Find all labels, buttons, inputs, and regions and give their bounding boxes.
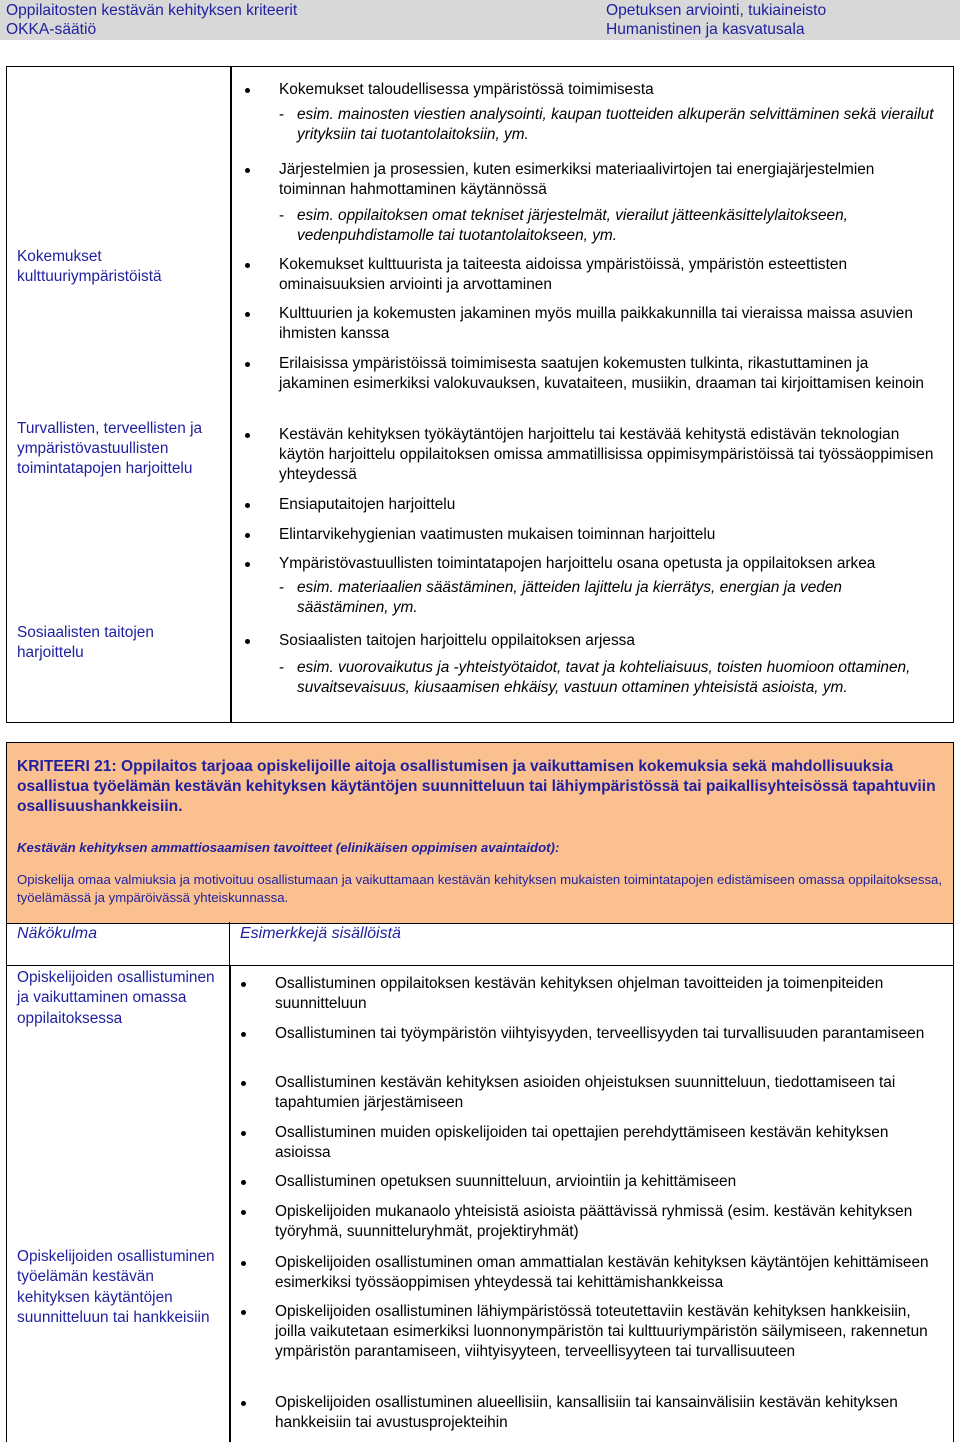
perspective-label-tyoelama: Opiskelijoiden osallistuminen työelämän kestävän kehityksen käytäntöjen suunnitteluun tai hankkeisiin — [17, 1248, 215, 1326]
bullet-icon — [245, 88, 250, 93]
bullet-icon — [241, 982, 246, 987]
perspective-label-kulttuuri: Kokemukset kulttuuriympäristöistä — [17, 248, 162, 285]
list-item-text: Erilaisissa ympäristöissä toimimisesta saatujen kokemusten tulkinta, rikastuttaminen ja jakaminen esimerkiksi valokuvauksen, kuvataiteen, musiikin, draaman tai kirjoittamisen keinoin — [279, 355, 924, 392]
bullet-icon — [241, 1401, 246, 1406]
criteria-table-bottom — [6, 966, 954, 1442]
list-item-text: Kokemukset kulttuurista ja taiteesta aidoissa ympäristöissä, ympäristön esteettisten ominaisuuksien arviointi ja arvottaminen — [279, 256, 848, 293]
column-header-left — [6, 922, 230, 966]
list-item-text: Elintarvikehygienian vaatimusten mukaisen toiminnan harjoittelu — [279, 526, 716, 543]
list-item-text: Järjestelmien ja prosessien, kuten esimerkiksi materiaalivirtojen tai energiajärjestelmien toiminnan hahmottaminen käytännössä — [279, 161, 875, 198]
list-item-text: Osallistuminen tai työympäristön viihtyisyyden, terveellisyyden tai turvallisuuden parantamiseen — [275, 1025, 925, 1042]
list-subitem-text: esim. vuorovaikutus ja -yhteistyötaidot, tavat ja kohteliaisuus, toisten huomioon ottaminen, suvaitsevaisuus, kiusaamisen ehkäisy, vastuun ottaminen yhteisistä asioista, ym. — [297, 659, 911, 696]
list-item-text: Osallistuminen opetuksen suunnitteluun, arviointiin ja kehittämiseen — [275, 1173, 737, 1190]
list-item-text: Ympäristövastuullisten toimintatapojen harjoittelu osana opetusta ja oppilaitoksen arkea — [279, 555, 876, 572]
header-organization: OKKA-säätiö — [6, 21, 97, 38]
column-header-perspective: Näkökulma — [17, 925, 98, 942]
bullet-icon — [245, 263, 250, 268]
perspective-label-turvallisten: Turvallisten, terveellisten ja ympäristövastuullisten toimintatapojen harjoittelu — [17, 420, 203, 477]
bullet-icon — [241, 1310, 246, 1315]
bullet-icon — [245, 562, 250, 567]
list-item-text: Opiskelijoiden mukanaolo yhteisistä asioista päättävissä ryhmissä (esim. kestävän kehityksen työryhmä, suunnitteluryhmät, projektiryhmät) — [275, 1203, 913, 1240]
perspective-label-oppilaitos: Opiskelijoiden osallistuminen ja vaikuttaminen omassa oppilaitoksessa — [17, 969, 215, 1027]
criteria-table-top: Kokemukset kulttuuriympäristöistä Turvallisten, terveellisten ja ympäristövastuullisten toimintatapojen harjoittelu Sosiaalisten taitojen harjoittelu Kokemukset taloudellisessa ympäristössä toimimisesta - esim. mainosten viestien analysointi, kaupan tuotteiden alkuperän selvittäminen sekä vierailut yrityksiin tai tuotantolaitoksiin, ym. Järjestelmien ja prosessien, kuten esimerkiksi materiaalivirtojen tai energiajärjestelmien toiminnan hahmottaminen käytännössä - esim. oppilaitoksen omat tekniset järjestelmät, vierailut jätteenkäsittelylaitokseen, vedenpuhdistamolle tai tuotantolaitokseen, ym. Kokemukset kulttuurista ja taiteesta aidoissa ympäristöissä, ympäristön esteettisten ominaisuuksien arviointi ja arvottaminen Kulttuurien ja kokemusten jakaminen myös muilla paikkakunnilla tai vieraissa maissa asuvien ihmisten kanssa Erilaisissa ympäristöissä toimimisesta saatujen kokemusten tulkinta, rikastuttaminen ja jakaminen esimerkiksi valokuvauksen, kuvataiteen, musiikin, draaman tai kirjoittamisen keinoin Kestävän kehityksen työkäytäntöjen harjoittelu tai kestävää kehitystä edistävän teknologian käytön harjoittelu oppilaitoksen omissa ammatillisissa oppimisympäristöissä tai työssäoppimisen yhteydessä Ensiaputaitojen harjoittelu Elintarvikehygienian vaatimusten mukaisen toiminnan harjoittelu Ympäristövastuullisten toimintatapojen harjoittelu osana opetusta ja oppilaitoksen arkea - esim. materiaalien säästäminen, jätteiden lajittelu ja kierrätys, energian ja veden säästäminen, ym. Sosiaalisten taitojen harjoittelu oppilaitoksen arjessa - esim. vuorovaikutus ja -yhteistyötaidot, tavat ja kohteliaisuus, toisten huomioon ottaminen, suvaitsevaisuus, kiusaamisen ehkäisy, vastuun ottaminen yhteisistä asioista, ym. — [6, 66, 954, 723]
header-document-title: Oppilaitosten kestävän kehityksen kriteerit — [6, 2, 298, 19]
list-item-text: Opiskelijoiden osallistuminen oman ammattialan kestävän kehityksen käytäntöjen kehittämiseen esimerkiksi työssäoppimisen yhteydessä tai kehittämishankkeissa — [275, 1254, 929, 1291]
header-field: Humanistinen ja kasvatusala — [606, 21, 805, 38]
bullet-icon — [245, 503, 250, 508]
list-item-text: Osallistuminen kestävän kehityksen asioiden ohjeistuksen suunnitteluun, tiedottamiseen tai tapahtumien järjestämiseen — [275, 1074, 896, 1111]
column-header-examples: Esimerkkejä sisällöistä — [240, 925, 401, 942]
page-header-left — [0, 0, 600, 40]
bullet-icon — [241, 1131, 246, 1136]
list-item-text: Osallistuminen muiden opiskelijoiden tai opettajien perehdyttämiseen kestävän kehityksen asioissa — [275, 1124, 889, 1161]
list-subitem-text: esim. oppilaitoksen omat tekniset järjestelmät, vierailut jätteenkäsittelylaitokseen, vedenpuhdistamolle tai tuotantolaitokseen, ym. — [297, 207, 848, 244]
bullet-icon — [241, 1261, 246, 1266]
criterion-21-box — [6, 742, 954, 924]
list-subitem-text: esim. materiaalien säästäminen, jätteiden lajittelu ja kierrätys, energian ja veden säästäminen, ym. — [297, 579, 842, 616]
list-item-text: Opiskelijoiden osallistuminen lähiympäristössä toteutettaviin kestävän kehityksen hankkeisiin, joilla vaikutetaan esimerkiksi luonnonympäristön tai kulttuuriympäristön säilymiseen, rakennetun ympäristön parantamiseen, viihtyisyyteen, terveellisyyteen tai turvallisuuteen — [275, 1303, 928, 1360]
bullet-icon — [241, 1210, 246, 1215]
list-item-text: Kulttuurien ja kokemusten jakaminen myös muilla paikkakunnilla tai vieraissa maissa asuvien ihmisten kanssa — [279, 305, 913, 342]
column-divider — [229, 966, 231, 1442]
list-item-text: Kokemukset taloudellisessa ympäristössä toimimisesta — [279, 81, 654, 98]
bullet-icon — [245, 362, 250, 367]
list-item-text: Osallistuminen oppilaitoksen kestävän kehityksen ohjelman tavoitteiden ja toimenpiteiden suunnitteluun — [275, 975, 884, 1012]
bullet-icon — [241, 1032, 246, 1037]
criterion-title: KRITEERI 21: Oppilaitos tarjoaa opiskelijoille aitoja osallistumisen ja vaikuttamisen kokemuksia sekä mahdollisuuksia osallistua työelämän kestävän kehityksen käytäntöjen suunnitteluun tai lähiympäristössä tai paikallisyhteisössä tapahtuviin osallisuushankkeisiin. — [17, 758, 936, 815]
page-header-right — [600, 0, 960, 40]
bullet-icon — [245, 168, 250, 173]
list-item-text: Sosiaalisten taitojen harjoittelu oppilaitoksen arjessa — [279, 632, 635, 649]
bullet-icon — [245, 312, 250, 317]
column-header-right — [230, 922, 954, 966]
list-subitem-text: esim. mainosten viestien analysointi, kaupan tuotteiden alkuperän selvittäminen sekä vierailut yrityksiin tai tuotantolaitoksiin, ym. — [297, 106, 934, 143]
list-item-text: Ensiaputaitojen harjoittelu — [279, 496, 456, 513]
criterion-subtitle: Kestävän kehityksen ammattiosaamisen tavoitteet (elinikäisen oppimisen avaintaidot): — [17, 840, 560, 855]
bullet-icon — [245, 639, 250, 644]
bullet-icon — [245, 533, 250, 538]
bullet-icon — [245, 433, 250, 438]
column-divider — [230, 67, 232, 722]
bullet-icon — [241, 1180, 246, 1185]
criterion-description: Opiskelija omaa valmiuksia ja motivoituu osallistumaan ja vaikuttamaan kestävän kehityksen mukaisten toimintatapojen edistämiseen omassa oppilaitoksessa, työelämässä ja ympäröivässä yhteiskunnassa. — [17, 872, 943, 905]
list-item-text: Kestävän kehityksen työkäytäntöjen harjoittelu tai kestävää kehitystä edistävän teknologian käytön harjoittelu oppilaitoksen omissa ammatillisissa oppimisympäristöissä tai työssäoppimisen yhteydessä — [279, 426, 934, 483]
bullet-icon — [241, 1081, 246, 1086]
header-section-title: Opetuksen arviointi, tukiaineisto — [606, 2, 827, 19]
perspective-label-sosiaalisten: Sosiaalisten taitojen harjoittelu — [17, 624, 154, 661]
list-item-text: Opiskelijoiden osallistuminen alueellisiin, kansallisiin tai kansainvälisiin kestävän kehityksen hankkeisiin tai avustusprojekteihin — [275, 1394, 898, 1431]
